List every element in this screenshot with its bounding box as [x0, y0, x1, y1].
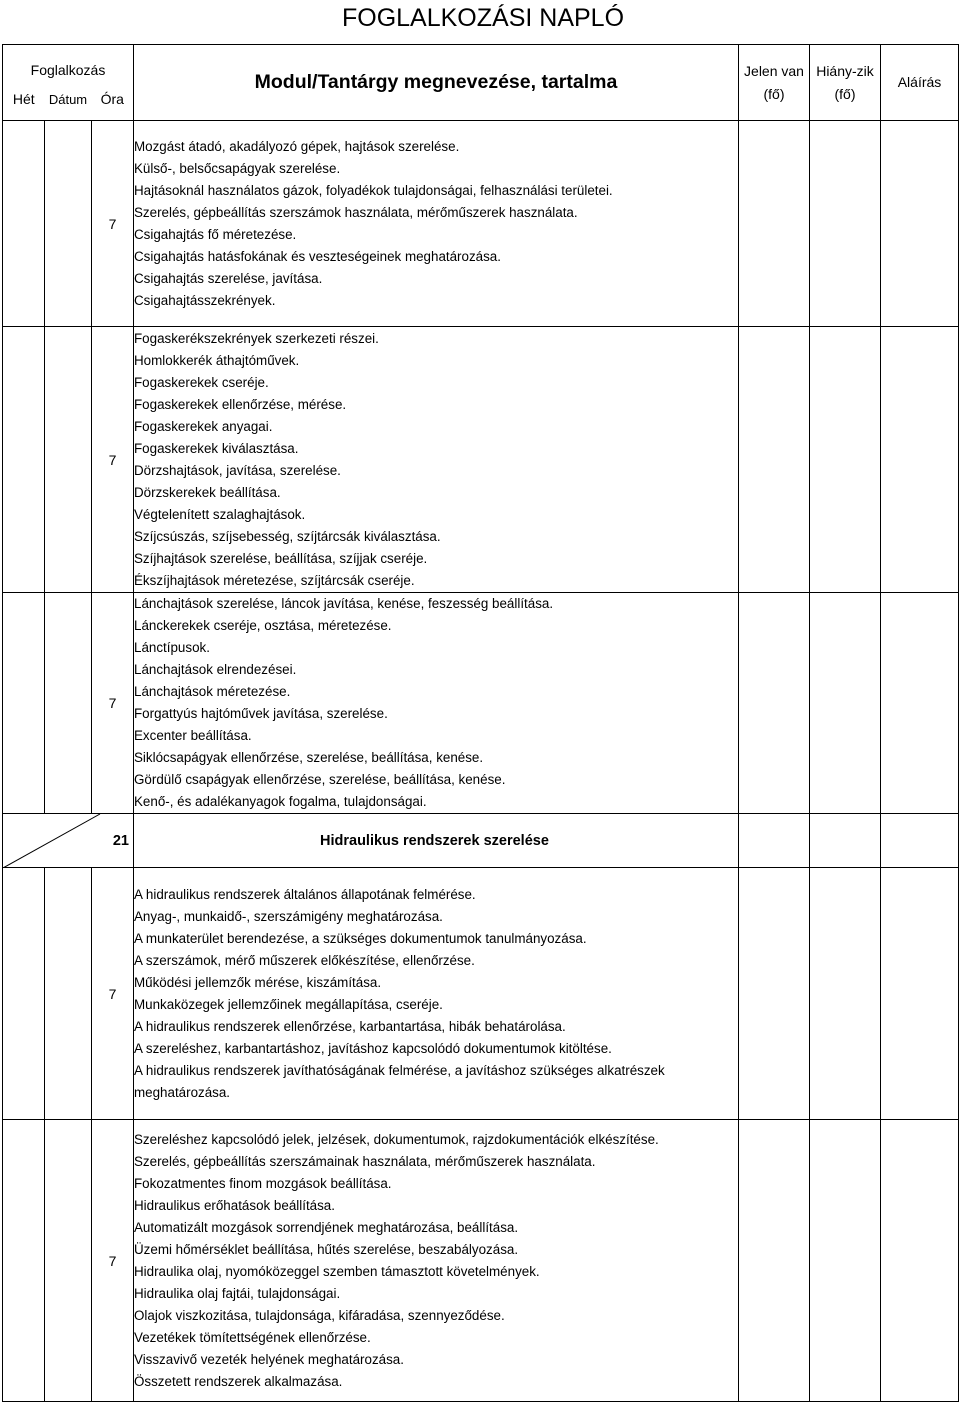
- header-hianyzik: [810, 45, 881, 121]
- content-line: Hajtásoknál használatos gázok, folyadékok tulajdonságai, felhasználási területei.: [134, 182, 613, 198]
- content-line: Csigahajtás fő méretezése.: [134, 226, 297, 242]
- content-line: Anyag-, munkaidő-, szerszámigény meghatározása.: [134, 908, 443, 924]
- block-hours: 7: [92, 1120, 134, 1402]
- content-line: Szerelés, gépbeállítás szerszámainak használata, mérőműszerek használata.: [134, 1153, 596, 1169]
- content-line: A hidraulikus rendszerek általános állapotának felmérése.: [134, 886, 476, 902]
- content-line: Lánctípusok.: [134, 640, 210, 655]
- content-line: Összetett rendszerek alkalmazása.: [134, 1373, 343, 1389]
- content-line: Szerelés, gépbeállítás szerszámok használata, mérőműszerek használata.: [134, 204, 578, 220]
- header-jelen-van: [739, 45, 810, 121]
- header-datum: Dátum: [45, 79, 92, 121]
- content-line: Fogaskerekek kiválasztása.: [134, 441, 299, 456]
- section-hours: 21: [112, 833, 129, 849]
- block-content: [134, 593, 739, 814]
- content-line: Munkaközegek jellemzőinek megállapítása, cseréje.: [134, 996, 443, 1012]
- content-line: A szerszámok, mérő műszerek előkészítése, ellenőrzése.: [134, 952, 475, 968]
- content-line: Üzemi hőmérséklet beállítása, hűtés szerelése, beszabályozása.: [134, 1241, 519, 1257]
- header-modul: Modul/Tantárgy megnevezése, tartalma: [134, 45, 739, 121]
- block-hours: 7: [92, 327, 134, 593]
- content-line: Hidraulika olaj fajtái, tulajdonságai.: [134, 1285, 341, 1301]
- content-line: Fogaskerékszekrények szerkezeti részei.: [134, 331, 379, 346]
- block-hours: 7: [92, 593, 134, 814]
- content-line: A hidraulikus rendszerek javíthatóságának felmérése, a javításhoz szükséges alkatrészek meghatározása.: [134, 1062, 665, 1100]
- header-ora: Óra: [92, 79, 134, 121]
- block-row: [3, 1120, 959, 1402]
- block-hours: 7: [92, 868, 134, 1120]
- header-alairas: Aláírás: [881, 45, 959, 121]
- content-line: Automatizált mozgások sorrendjének meghatározása, beállítása.: [134, 1219, 519, 1235]
- page-title: FOGLALKOZÁSI NAPLÓ: [341, 4, 625, 32]
- content-line: Csigahajtás hatásfokának és veszteségeinek meghatározása.: [134, 248, 501, 264]
- content-line: Gördülő csapágyak ellenőrzése, szerelése, beállítása, kenése.: [134, 772, 506, 787]
- content-line: Siklócsapágyak ellenőrzése, szerelése, beállítása, kenése.: [134, 750, 484, 765]
- block-row: [3, 121, 959, 327]
- content-line: Csigahajtásszekrények.: [134, 292, 276, 308]
- content-line: Külső-, belsőcsapágyak szerelése.: [134, 160, 341, 176]
- block-hours: 7: [92, 121, 134, 327]
- content-line: Szíjcsúszás, szíjsebesség, szíjtárcsák kiválasztása.: [134, 529, 441, 544]
- content-line: Vezetékek tömítettségének ellenőrzése.: [134, 1329, 371, 1345]
- header-hianyzik-line1: Hiány-zik: [816, 62, 874, 79]
- block-row: [3, 327, 959, 593]
- log-table: [2, 44, 959, 1402]
- content-line: Végtelenített szalaghajtások.: [134, 507, 306, 522]
- header-hianyzik-line2: (fő): [834, 85, 856, 102]
- content-line: Csigahajtás szerelése, javítása.: [134, 270, 323, 286]
- content-line: Fogaskerekek ellenőrzése, mérése.: [134, 397, 347, 412]
- content-line: Lánchajtások elrendezései.: [134, 662, 297, 677]
- content-line: Szereléshez kapcsolódó jelek, jelzések, dokumentumok, rajzdokumentációk elkészítése.: [134, 1131, 659, 1147]
- content-line: Excenter beállítása.: [134, 728, 252, 743]
- content-line: Hidraulika olaj, nyomóközeggel szemben támasztott követelmények.: [134, 1263, 540, 1279]
- section-row: [3, 814, 959, 868]
- content-line: Dörzskerekek beállítása.: [134, 485, 281, 500]
- content-line: Kenő-, és adalékanyagok fogalma, tulajdonságai.: [134, 794, 427, 809]
- content-line: Lánchajtások szerelése, láncok javítása, kenése, feszesség beállítása.: [134, 596, 554, 611]
- header-jelen-van-line2: (fő): [763, 85, 785, 102]
- content-line: Fogaskerekek cseréje.: [134, 375, 269, 390]
- content-line: Fogaskerekek anyagai.: [134, 419, 273, 434]
- content-line: Visszavivő vezeték helyének meghatározása.: [134, 1351, 404, 1367]
- content-line: Dörzshajtások, javítása, szerelése.: [134, 463, 341, 478]
- content-line: Olajok viszkozitása, tulajdonsága, kifáradása, szennyeződése.: [134, 1307, 505, 1323]
- content-line: Lánckerekek cseréje, osztása, méretezése.: [134, 618, 392, 633]
- block-content: [134, 868, 739, 1120]
- content-line: A munkaterület berendezése, a szükséges dokumentumok tanulmányozása.: [134, 930, 587, 946]
- content-line: Szíjhajtások szerelése, beállítása, szíjjak cseréje.: [134, 551, 428, 566]
- content-line: Forgattyús hajtóművek javítása, szerelése.: [134, 706, 388, 721]
- content-line: Ékszíjhajtások méretezése, szíjtárcsák cseréje.: [134, 573, 415, 588]
- block-content: [134, 1120, 739, 1402]
- content-line: A szereléshez, karbantartáshoz, javításhoz kapcsolódó dokumentumok kitöltése.: [134, 1040, 612, 1056]
- block-row: [3, 868, 959, 1120]
- section-diagonal-cell: [3, 814, 134, 868]
- block-content: [134, 121, 739, 327]
- content-line: Mozgást átadó, akadályozó gépek, hajtások szerelése.: [134, 138, 460, 154]
- section-title: Hidraulikus rendszerek szerelése: [134, 814, 739, 868]
- content-line: A hidraulikus rendszerek ellenőrzése, karbantartása, hibák behatárolása.: [134, 1018, 566, 1034]
- content-line: Fokozatmentes finom mozgások beállítása.: [134, 1175, 392, 1191]
- block-row: [3, 593, 959, 814]
- content-line: Működési jellemzők mérése, kiszámítása.: [134, 974, 382, 990]
- content-line: Lánchajtások méretezése.: [134, 684, 291, 699]
- header-het: Hét: [3, 79, 45, 121]
- block-content: [134, 327, 739, 593]
- content-line: Homlokkerék áthajtóművek.: [134, 353, 300, 368]
- header-jelen-van-line1: Jelen van: [744, 62, 804, 79]
- header-foglalkozas: Foglalkozás: [3, 45, 134, 79]
- content-line: Hidraulikus erőhatások beállítása.: [134, 1197, 335, 1213]
